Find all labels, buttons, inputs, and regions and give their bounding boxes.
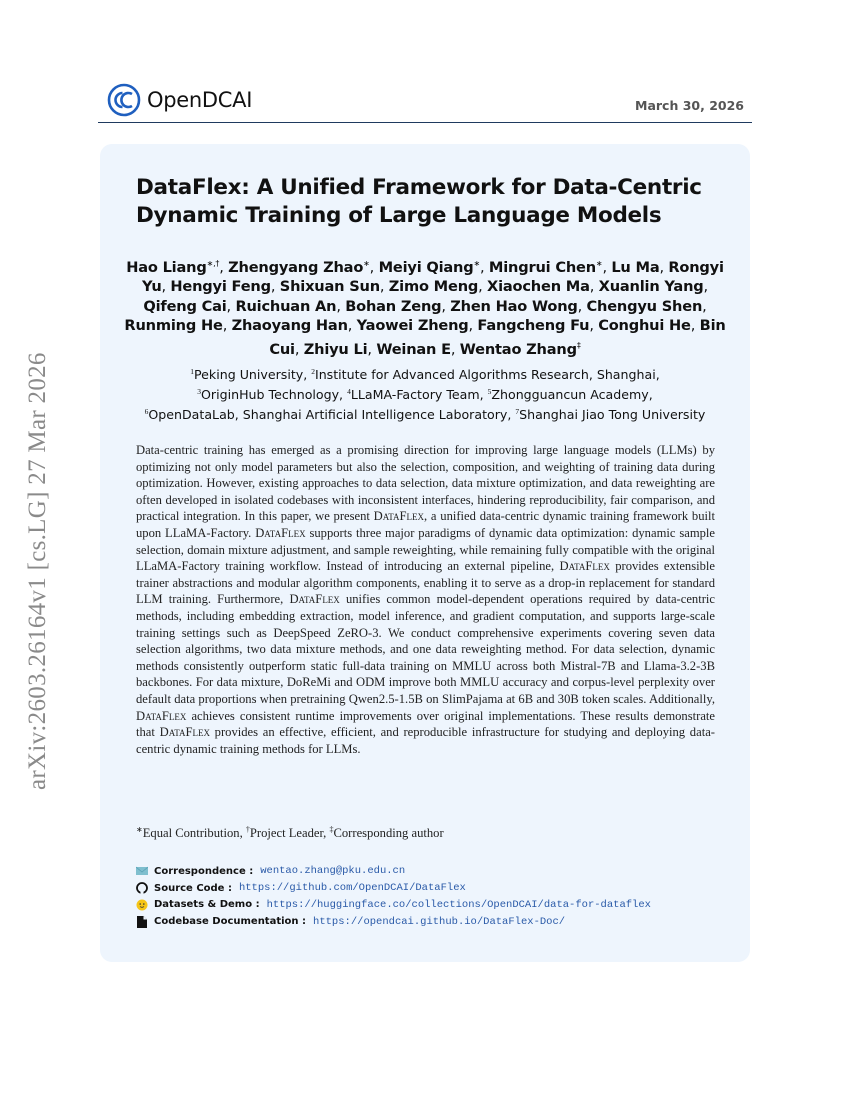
link-label: Correspondence : bbox=[154, 865, 254, 877]
author-name: Zimo Meng bbox=[388, 278, 479, 296]
author-name: Lu Ma bbox=[611, 258, 660, 276]
author-mark: ∗ bbox=[595, 259, 603, 268]
author-name: Weinan E bbox=[376, 340, 451, 358]
affiliation-name: Zhongguancun Academy, bbox=[491, 387, 653, 403]
author-name: Zhaoyang Han bbox=[231, 317, 348, 335]
link-row-correspondence bbox=[136, 863, 651, 880]
opendcai-logo bbox=[107, 83, 252, 117]
product-name: DataFlex bbox=[255, 525, 306, 540]
mail-icon bbox=[136, 865, 148, 877]
huggingface-link[interactable]: https://huggingface.co/collections/OpenDCAI/data-for-dataflex bbox=[266, 898, 651, 911]
footnote-equal: Equal Contribution, bbox=[142, 826, 246, 841]
abstract-text: supports three major paradigms of dynamic data optimization: dynamic sample selection, domain mixture adjustment, and sample reweighting, while remaining fully compatible with the original LLaMA-Factory training workflow. Instead of introducing an external pipeline, bbox=[136, 525, 715, 574]
footnote-corresponding: Corresponding author bbox=[333, 826, 444, 841]
correspondence-email-link[interactable]: wentao.zhang@pku.edu.cn bbox=[260, 865, 406, 878]
brand-name: OpenDCAI bbox=[147, 88, 253, 112]
author-mark: ∗ bbox=[473, 259, 480, 268]
link-row-source-code bbox=[136, 880, 651, 897]
huggingface-icon bbox=[136, 899, 148, 911]
author-name: Rongyi Yu bbox=[142, 258, 724, 296]
author-name: Xuanlin Yang bbox=[598, 278, 704, 296]
link-label: Source Code : bbox=[154, 882, 232, 894]
product-name: DataFlex bbox=[136, 708, 187, 723]
abstract-text: unifies common model-dependent operations required by data-centric methods, including embedding extraction, model inference, and gradient computation, and supports large-scale training settings such as DeepSpeed ZeRO-3. We conduct comprehensive experiments covering seven data selection algorithms, two data mixture methods, and one data reweighting method. For data selection, dynamic methods consistently outperform static full-data training on MMLU across both Mistral-7B and Llama-3.2-3B backbones. For data mixture, DoReMi and ODM improve both MMLU accuracy and corpus-level perplexity over default data proportions when pretraining Qwen2.5-1.5B on SlimPajama at 6B and 30B token scales. Additionally, bbox=[136, 592, 716, 706]
product-name: DataFlex bbox=[289, 592, 340, 607]
author-mark: ∗ bbox=[363, 259, 370, 268]
product-name: DataFlex bbox=[159, 725, 210, 740]
author-name: Wentao Zhang bbox=[459, 340, 577, 358]
abstract-text: , a unified data-centric dynamic training framework built upon LLaMA-Factory. bbox=[136, 509, 715, 540]
author-name: Bin Cui bbox=[269, 317, 726, 358]
abstract-text: provides an effective, efficient, and reproducible infrastructure for studying and deploying data-centric dynamic training methods for LLMs. bbox=[136, 725, 715, 756]
affiliation-name: Shanghai Jiao Tong University bbox=[519, 407, 706, 423]
resource-links bbox=[136, 863, 651, 930]
author-name: Ruichuan An bbox=[235, 297, 337, 315]
title-card bbox=[100, 144, 750, 962]
author-name: Yaowei Zheng bbox=[356, 317, 469, 335]
link-label: Codebase Documentation : bbox=[154, 916, 307, 928]
contribution-footnote: ∗Equal Contribution, †Project Leader, ‡Corresponding author bbox=[136, 825, 444, 841]
author-name: Xiaochen Ma bbox=[487, 278, 590, 296]
page-header bbox=[98, 80, 752, 123]
product-name: DataFlex bbox=[559, 559, 610, 574]
github-link[interactable]: https://github.com/OpenDCAI/DataFlex bbox=[238, 882, 466, 895]
author-name: Qifeng Cai bbox=[143, 297, 227, 315]
affiliation-name: Peking University, bbox=[194, 367, 312, 383]
author-list: Hao Liang∗,†, Zhengyang Zhao∗, Meiyi Qiang∗, Mingrui Chen∗, Lu Ma, Rongyi Yu, Hengyi Feng, Shixuan Sun, Zimo Meng, Xiaochen Ma, Xuanlin Yang, Qifeng Cai, Ruichuan An, Bohan Zeng, Zhen Hao Wong, Chengyu Shen, Runming He, Zhaoyang Han, Yaowei Zheng, Fangcheng Fu, Conghui He, Bin Cui, Zhiyu Li, Weinan E, Wentao Zhang‡ bbox=[124, 258, 726, 358]
link-row-datasets bbox=[136, 897, 651, 914]
arxiv-stamp: arXiv:2603.26164v1 [cs.LG] 27 Mar 2026 bbox=[24, 352, 51, 790]
abstract bbox=[136, 442, 715, 757]
author-name: Zhen Hao Wong bbox=[450, 297, 578, 315]
author-name: Chengyu Shen bbox=[586, 297, 703, 315]
author-name: Runming He bbox=[124, 317, 223, 335]
author-name: Bohan Zeng bbox=[345, 297, 442, 315]
author-name: Fangcheng Fu bbox=[477, 317, 590, 335]
abstract-text: Data-centric training has emerged as a promising direction for improving large language models (LLMs) by optimizing not only model parameters but also the selection, composition, and weighting of training data during optimization. However, existing approaches to data selection, data mixture optimization, and data reweighting are often developed in isolated codebases with inconsistent interfaces, hindering reproducibility, fair comparison, and practical integration. In this paper, we present bbox=[136, 443, 715, 524]
abstract-text: achieves consistent runtime improvements over original implementations. These results demonstrate that bbox=[136, 708, 715, 740]
github-icon bbox=[136, 882, 148, 894]
abstract-text: provides extensible trainer abstractions and modular algorithm components, enabling it to serve as a drop-in replacement for standard LLM training. Furthermore, bbox=[136, 559, 715, 607]
author-name: Mingrui Chen bbox=[488, 258, 596, 276]
affiliation-name: OpenDataLab, Shanghai Artificial Intelligence Laboratory, bbox=[148, 407, 516, 423]
author-name: Hao Liang bbox=[126, 258, 207, 276]
author-name: Zhengyang Zhao bbox=[228, 258, 364, 276]
publication-date: March 30, 2026 bbox=[635, 98, 744, 113]
author-mark: ‡ bbox=[576, 340, 581, 350]
paper-title: DataFlex: A Unified Framework for Data-Centric Dynamic Training of Large Language Models bbox=[136, 175, 702, 228]
affiliation-name: LLaMA-Factory Team, bbox=[350, 387, 488, 403]
affiliation-name: Institute for Advanced Algorithms Research, Shanghai, bbox=[314, 367, 660, 383]
author-name: Hengyi Feng bbox=[170, 278, 271, 296]
link-label: Datasets & Demo : bbox=[154, 899, 260, 911]
affiliation-list: $^1$Peking University, $^2$Institute for Advanced Algorithms Research, Shanghai, $^3$OriginHub Technology, $^4$LLaMA-Factory Team, $^5$Zhongguancun Academy, $^6$OpenDataLab, Shanghai Artificial Intelligence Laboratory, $^7$Shanghai Jiao Tong University bbox=[144, 367, 706, 423]
documentation-link[interactable]: https://opendcai.github.io/DataFlex-Doc/ bbox=[313, 915, 566, 928]
footnote-leader: Project Leader, bbox=[249, 826, 330, 841]
product-name: DataFlex bbox=[373, 509, 425, 524]
document-icon bbox=[136, 916, 148, 928]
link-row-documentation bbox=[136, 913, 651, 930]
author-name: Zhiyu Li bbox=[303, 340, 368, 358]
opendcai-logo-icon bbox=[107, 83, 141, 117]
author-name: Shixuan Sun bbox=[279, 278, 380, 296]
author-name: Meiyi Qiang bbox=[378, 258, 474, 276]
affiliation-name: OriginHub Technology, bbox=[201, 387, 348, 403]
author-name: Conghui He bbox=[598, 317, 691, 335]
author-mark: ∗,† bbox=[206, 259, 220, 268]
